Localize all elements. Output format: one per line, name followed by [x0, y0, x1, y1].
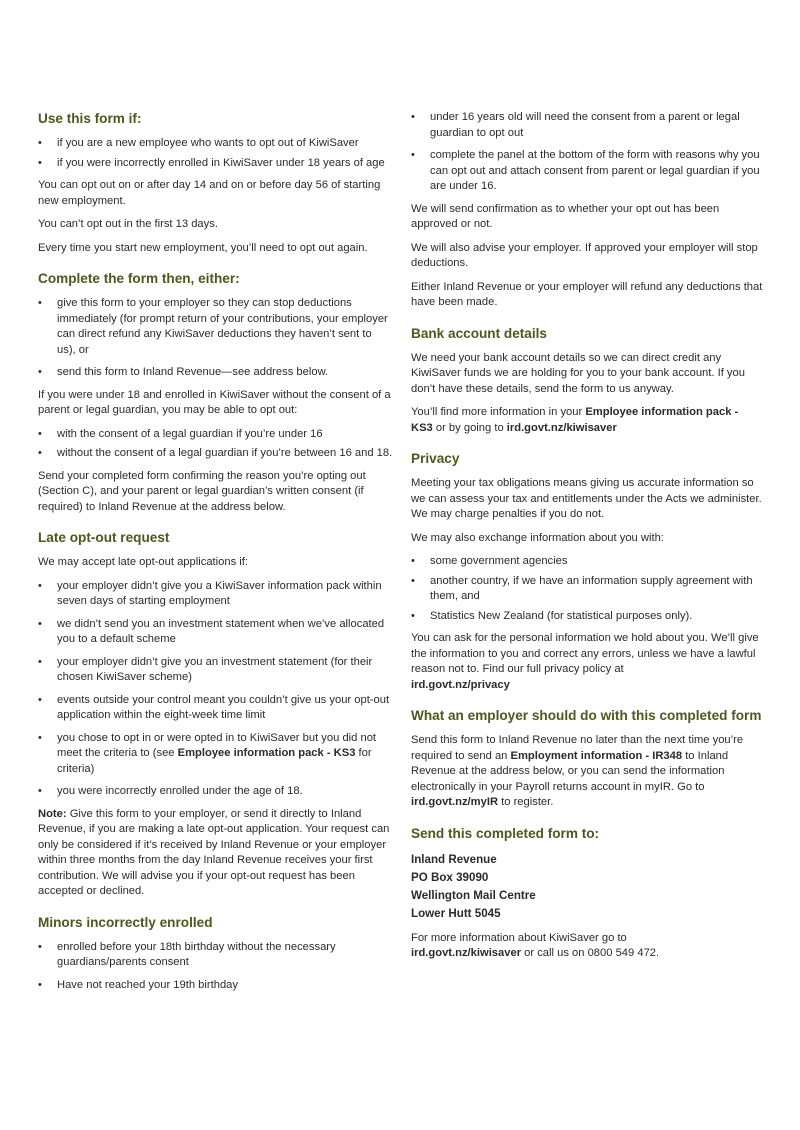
- paragraph: [411, 631, 763, 693]
- minors-section: [38, 914, 393, 994]
- employer-section: [411, 707, 763, 811]
- postal-address: [411, 851, 763, 923]
- kiwisaver-link[interactable]: ird.govt.nz/kiwisaver: [411, 947, 522, 959]
- address-line: PO Box 39090: [411, 870, 489, 884]
- note-paragraph: [38, 807, 393, 900]
- left-column: [38, 110, 393, 1000]
- paragraph: Send your completed form confirming the reason you’re opting out (Section C), and your parent or legal guardian’s written consent (if required) to Inland Revenue at the address below.: [38, 469, 366, 513]
- paragraph: If you were under 18 and enrolled in KiwiSaver without the consent of a parent or legal guardian, you may be able to opt out:: [38, 388, 391, 416]
- privacy-section: [411, 450, 763, 693]
- list-item: [38, 731, 393, 778]
- address-line: Wellington Mail Centre: [411, 888, 536, 902]
- paragraph: We will send confirmation as to whether your opt out has been approved or not.: [411, 202, 720, 230]
- kiwisaver-link[interactable]: ird.govt.nz/kiwisaver: [506, 421, 617, 434]
- list-item: • your employer didn’t give you a KiwiSaver information pack within seven days of starting employment: [38, 579, 393, 610]
- send-to-section: [411, 825, 763, 962]
- list-item: • your employer didn’t give you an investment statement (for their chosen KiwiSaver scheme): [38, 655, 393, 686]
- ks3-reference: Employee information pack - KS3: [411, 406, 739, 434]
- bullet-list: [411, 554, 763, 624]
- list-item: • complete the panel at the bottom of the form with reasons why you can opt out and attach consent from parent or legal guardian if you are under 16.: [411, 148, 763, 195]
- section-heading: Privacy: [411, 451, 460, 466]
- text: You’ll find more information in your: [411, 406, 586, 418]
- paragraph: We will also advise your employer. If approved your employer will stop deductions.: [411, 241, 758, 269]
- paragraph: [411, 931, 763, 962]
- ir348-reference: Employment information - IR348: [510, 749, 683, 762]
- list-item: • with the consent of a legal guardian if you’re under 16: [38, 427, 393, 443]
- list-item: • another country, if we have an information supply agreement with them, and: [411, 574, 763, 605]
- paragraph: You can’t opt out in the first 13 days.: [38, 218, 218, 230]
- complete-form-section: [38, 270, 393, 515]
- item-text: for criteria): [57, 747, 372, 775]
- bank-section: [411, 325, 763, 437]
- bullet-list: [38, 940, 393, 994]
- item-text: you chose to opt in or were opted in to KiwiSaver but you did not meet the criteria to (see: [57, 731, 377, 759]
- text: to Inland Revenue at the address below, or you can send the information electronically in your Payroll returns account in myIR. Go to: [411, 749, 729, 793]
- paragraph: Meeting your tax obligations means giving us accurate information so we can assess your tax and entitlements under the Acts we administer. We may charge penalties if you do not.: [411, 477, 762, 520]
- list-item: • Have not reached your 19th birthday: [38, 978, 393, 994]
- privacy-link[interactable]: ird.govt.nz/privacy: [411, 678, 510, 691]
- list-item: • if you are a new employee who wants to opt out of KiwiSaver: [38, 136, 393, 152]
- paragraph: Every time you start new employment, you’ll need to opt out again.: [38, 241, 368, 254]
- section-heading: Late opt-out request: [38, 530, 170, 545]
- list-item: • give this form to your employer so they can stop deductions immediately (for prompt return of your contributions, your employer can direct refund any KiwiSaver deductions they haven’t sent to us), or: [38, 296, 393, 358]
- section-heading: Complete the form then, either:: [38, 271, 240, 286]
- section-heading: Send this completed form to:: [411, 825, 600, 841]
- list-item: • some government agencies: [411, 554, 763, 570]
- bullet-list: [38, 136, 393, 171]
- paragraph: Either Inland Revenue or your employer will refund any deductions that have been made.: [411, 280, 763, 308]
- paragraph: [411, 405, 763, 436]
- list-item: • if you were incorrectly enrolled in KiwiSaver under 18 years of age: [38, 156, 393, 172]
- paragraph: We may accept late opt-out applications if:: [38, 556, 248, 568]
- note-label: Note:: [38, 807, 67, 820]
- text: For more information about KiwiSaver go to: [411, 931, 627, 944]
- list-item: • Statistics New Zealand (for statistical purposes only).: [411, 609, 763, 625]
- text: or call us on 0800 549 472.: [521, 947, 660, 959]
- list-item: • we didn’t send you an investment statement when we’ve allocated you to a default scheme: [38, 617, 393, 648]
- list-item: • send this form to Inland Revenue—see address below.: [38, 365, 393, 381]
- use-form-section: [38, 110, 393, 256]
- paragraph: We need your bank account details so we can direct credit any KiwiSaver funds we are holding for you to your bank account. If you don’t have these details, send the form to us anyway.: [411, 351, 745, 395]
- list-item: • you were incorrectly enrolled under the age of 18.: [38, 784, 393, 800]
- bullet-list: [411, 110, 763, 195]
- address-line: Lower Hutt 5045: [411, 906, 501, 920]
- right-column: [411, 110, 763, 970]
- paragraph: [411, 733, 763, 811]
- late-opt-out-section: [38, 529, 393, 900]
- bullet-list: [38, 296, 393, 381]
- text: Send this form to Inland Revenue no later than the next time you’re required to send an: [411, 734, 744, 762]
- text: or by going to: [432, 421, 507, 434]
- section-heading: Use this form if:: [38, 111, 142, 126]
- address-line: Inland Revenue: [411, 852, 497, 866]
- myir-link[interactable]: ird.govt.nz/myIR: [411, 796, 499, 808]
- paragraph: You can opt out on or after day 14 and on or before day 56 of starting new employment.: [38, 179, 381, 207]
- list-item: • enrolled before your 18th birthday without the necessary guardians/parents consent: [38, 940, 393, 971]
- text: to register.: [498, 796, 554, 808]
- note-text: Give this form to your employer, or send it directly to Inland Revenue, if you are making a late opt-out application. Your request can only be considered if it’s received by Inland Revenue or your employer within three months from the day Inland Revenue receives your first contribution. We will advise you if your opt-out request has been accepted or declined.: [38, 807, 390, 897]
- paragraph: We may also exchange information about you with:: [411, 531, 664, 544]
- section-heading: Bank account details: [411, 325, 547, 341]
- bullet-list: [38, 427, 393, 462]
- list-item: • without the consent of a legal guardian if you’re between 16 and 18.: [38, 446, 393, 462]
- section-heading: What an employer should do with this completed form: [411, 708, 762, 723]
- bullet-list: [38, 579, 393, 800]
- ks3-reference: Employee information pack - KS3: [177, 747, 356, 759]
- text: You can ask for the personal information we hold about you. We’ll give the information to you and correct any errors, unless we have a lawful reason not to. Find our full privacy policy at: [411, 632, 759, 675]
- list-item: • under 16 years old will need the consent from a parent or legal guardian to opt out: [411, 110, 763, 141]
- list-item: • events outside your control meant you couldn’t give us your opt-out application within the eight-week time limit: [38, 693, 393, 724]
- section-heading: Minors incorrectly enrolled: [38, 914, 213, 930]
